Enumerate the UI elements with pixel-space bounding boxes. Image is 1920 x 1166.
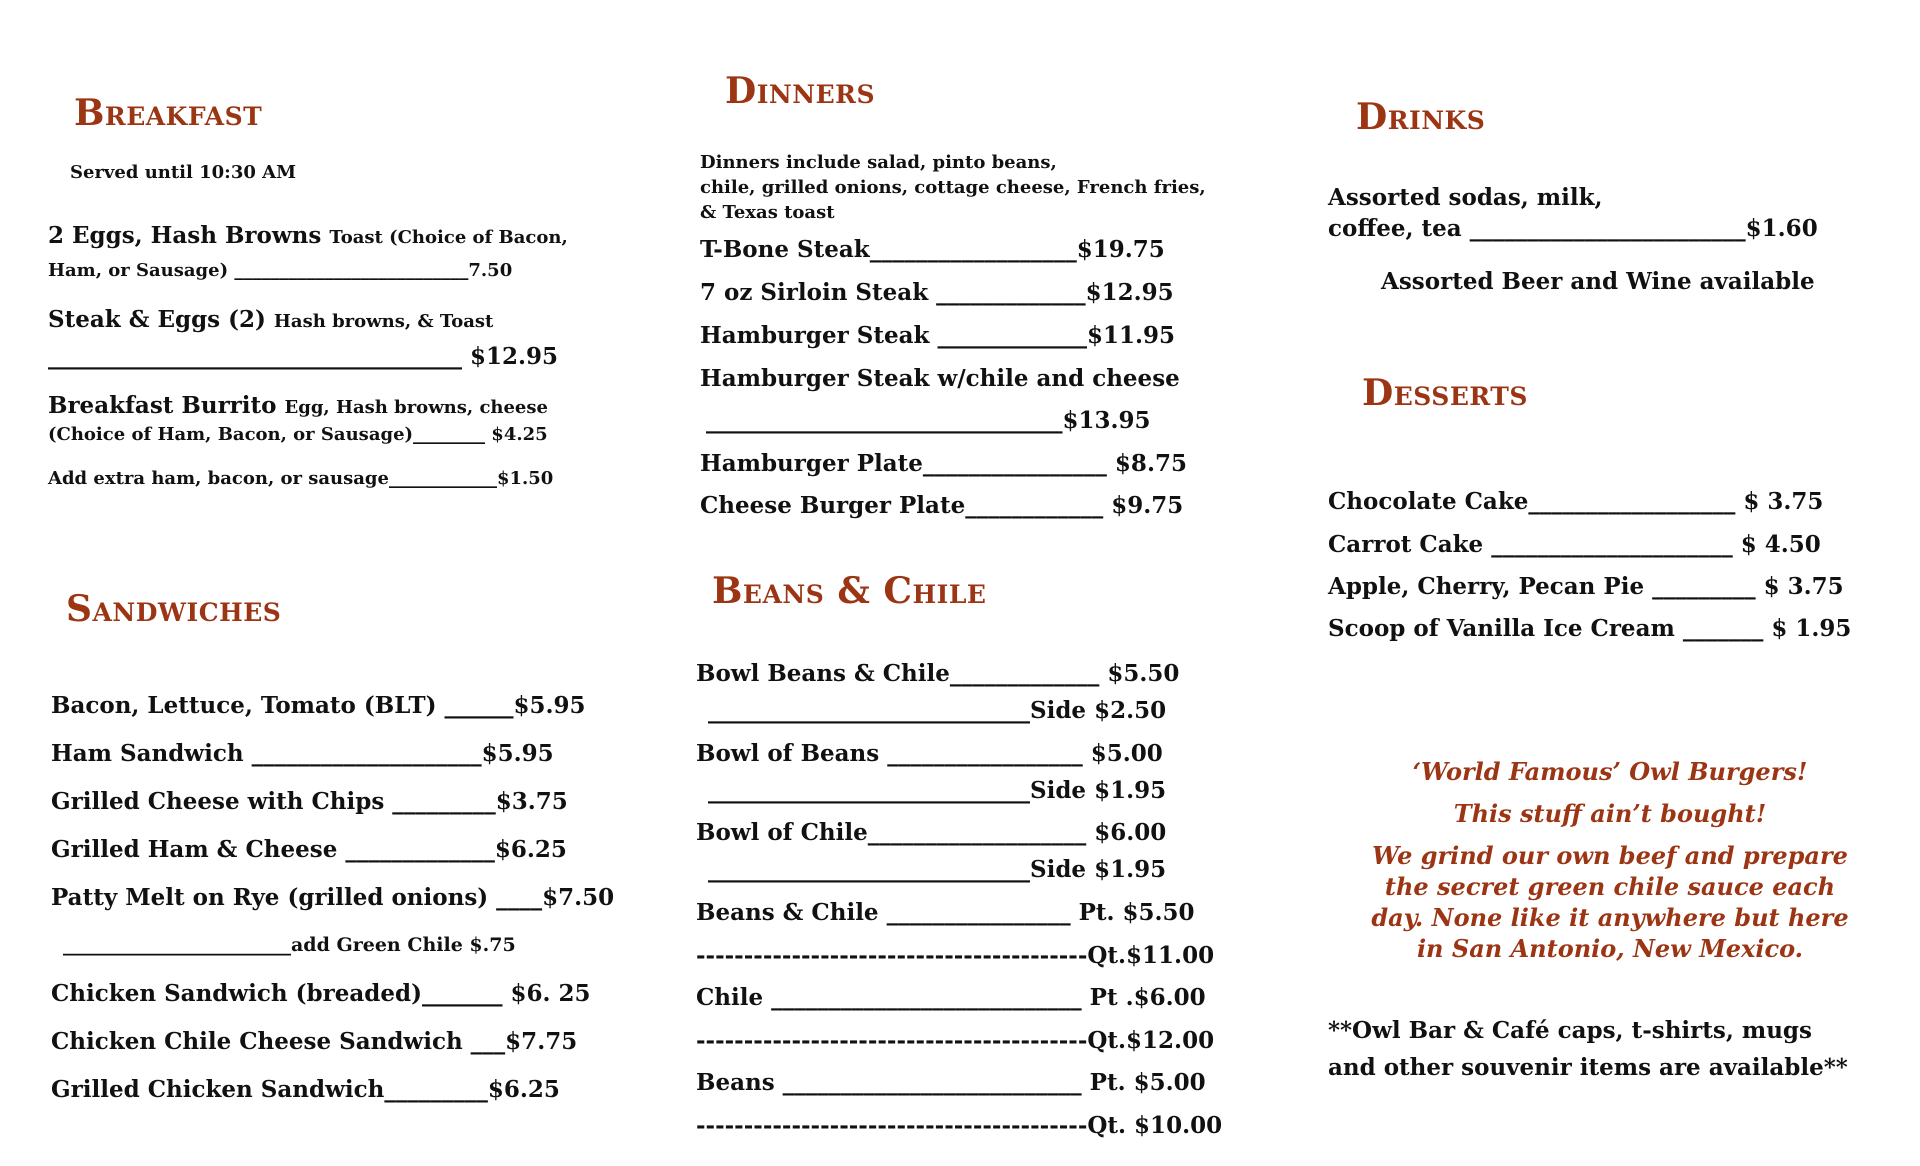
souvenir-note-line: **Owl Bar & Café caps, t-shirts, mugs <box>1328 1017 1812 1044</box>
beans-item-side: ____________________________Side $1.95 <box>708 777 1167 804</box>
dinner-item: 7 oz Sirloin Steak _____________$12.95 <box>700 279 1174 306</box>
beans-item: Chile ___________________________ Pt .$6.00 <box>696 984 1206 1011</box>
beans-item-side: ____________________________Side $2.50 <box>708 697 1167 724</box>
sandwich-item: Ham Sandwich ____________________$5.95 <box>51 740 554 767</box>
item-description: Egg, Hash browns, cheese <box>284 397 548 418</box>
dessert-item: Carrot Cake _____________________ $ 4.50 <box>1328 531 1821 558</box>
sandwiches-heading: Sandwiches <box>66 588 282 630</box>
sandwich-item: Grilled Ham & Cheese _____________$6.25 <box>51 836 567 863</box>
beans-item-quart: -----------------------------------------Qt.$11.00 <box>696 942 1215 969</box>
dinner-item: Hamburger Steak w/chile and cheese <box>700 365 1180 392</box>
item-description: Toast (Choice of Bacon, <box>329 227 568 248</box>
dinner-item: T-Bone Steak__________________$19.75 <box>700 236 1165 263</box>
dinners-intro <box>700 150 1206 225</box>
dinners-intro-line: chile, grilled onions, cottage cheese, French fries, <box>700 177 1206 198</box>
promo-title: ‘World Famous’ Owl Burgers! <box>1412 757 1808 786</box>
beans-item: Bowl Beans & Chile_____________ $5.50 <box>696 660 1180 687</box>
beans-item: Beans & Chile ________________ Pt. $5.50 <box>696 899 1195 926</box>
dinners-intro-line: & Texas toast <box>700 202 835 223</box>
promo-tagline: This stuff ain’t bought! <box>1453 799 1767 828</box>
breakfast-item-burrito-price-line: (Choice of Ham, Bacon, or Sausage)________ $4.25 <box>48 424 548 445</box>
dessert-item: Scoop of Vanilla Ice Cream _______ $ 1.95 <box>1328 615 1852 642</box>
souvenir-note <box>1328 1012 1848 1086</box>
dinner-item: Hamburger Steak _____________$11.95 <box>700 322 1175 349</box>
breakfast-item-steak-eggs-price-line: ____________________________________ $12.95 <box>48 343 559 370</box>
beans-chile-heading: Beans & Chile <box>712 570 987 612</box>
beans-item: Beans __________________________ Pt. $5.00 <box>696 1069 1206 1096</box>
sandwich-item: Patty Melt on Rye (grilled onions) ____$7.50 <box>51 884 615 911</box>
drinks-beer-wine-note: Assorted Beer and Wine available <box>1381 268 1815 295</box>
dinner-item: Cheese Burger Plate____________ $9.75 <box>700 492 1184 519</box>
dinners-intro-line: Dinners include salad, pinto beans, <box>700 152 1057 173</box>
breakfast-item-extra-meat: Add extra ham, bacon, or sausage____________$1.50 <box>48 468 554 489</box>
sandwich-item: Chicken Sandwich (breaded)_______ $6. 25 <box>51 980 591 1007</box>
sandwich-item-addon: ________________________add Green Chile $.75 <box>63 934 516 956</box>
item-title: Steak & Eggs (2) <box>48 306 266 333</box>
breakfast-heading: Breakfast <box>74 92 263 134</box>
beans-item: Bowl of Beans _________________ $5.00 <box>696 740 1163 767</box>
breakfast-item-eggs-price-line: Ham, or Sausage) __________________________7.50 <box>48 260 513 281</box>
breakfast-item-steak-eggs <box>48 306 493 333</box>
desserts-heading: Desserts <box>1362 372 1528 414</box>
beans-item-quart: -----------------------------------------Qt. $10.00 <box>696 1112 1223 1139</box>
sandwich-item: Chicken Chile Cheese Sandwich ___$7.75 <box>51 1028 578 1055</box>
item-title: 2 Eggs, Hash Browns <box>48 222 322 249</box>
sandwich-item: Bacon, Lettuce, Tomato (BLT) ______$5.95 <box>51 692 586 719</box>
breakfast-item-burrito <box>48 392 548 419</box>
souvenir-note-line: and other souvenir items are available** <box>1328 1054 1848 1081</box>
drinks-item-price-line: coffee, tea ________________________$1.60 <box>1328 215 1818 242</box>
dessert-item: Chocolate Cake__________________ $ 3.75 <box>1328 488 1824 515</box>
promo-text-line: the secret green chile sauce each <box>1384 872 1836 901</box>
sandwich-item: Grilled Chicken Sandwich_________$6.25 <box>51 1076 560 1103</box>
promo-text-line: in San Antonio, New Mexico. <box>1416 934 1804 963</box>
item-description: Hash browns, & Toast <box>273 311 494 332</box>
owl-burger-promo <box>1330 756 1890 964</box>
item-title: Breakfast Burrito <box>48 392 277 419</box>
breakfast-served-note: Served until 10:30 AM <box>70 162 297 183</box>
breakfast-item-eggs <box>48 222 568 249</box>
drinks-heading: Drinks <box>1356 96 1486 138</box>
dinner-item-price-line: _______________________________$13.95 <box>706 407 1151 434</box>
promo-text-line: day. None like it anywhere but here <box>1371 903 1849 932</box>
dinners-heading: Dinners <box>725 70 876 112</box>
dinner-item: Hamburger Plate________________ $8.75 <box>700 450 1187 477</box>
drinks-item-line: Assorted sodas, milk, <box>1328 184 1603 211</box>
beans-item-side: ____________________________Side $1.95 <box>708 856 1167 883</box>
dessert-item: Apple, Cherry, Pecan Pie _________ $ 3.75 <box>1328 573 1844 600</box>
promo-text-line: We grind our own beef and prepare <box>1372 841 1848 870</box>
sandwich-item: Grilled Cheese with Chips _________$3.75 <box>51 788 568 815</box>
beans-item: Bowl of Chile___________________ $6.00 <box>696 819 1167 846</box>
beans-item-quart: -----------------------------------------Qt.$12.00 <box>696 1027 1215 1054</box>
